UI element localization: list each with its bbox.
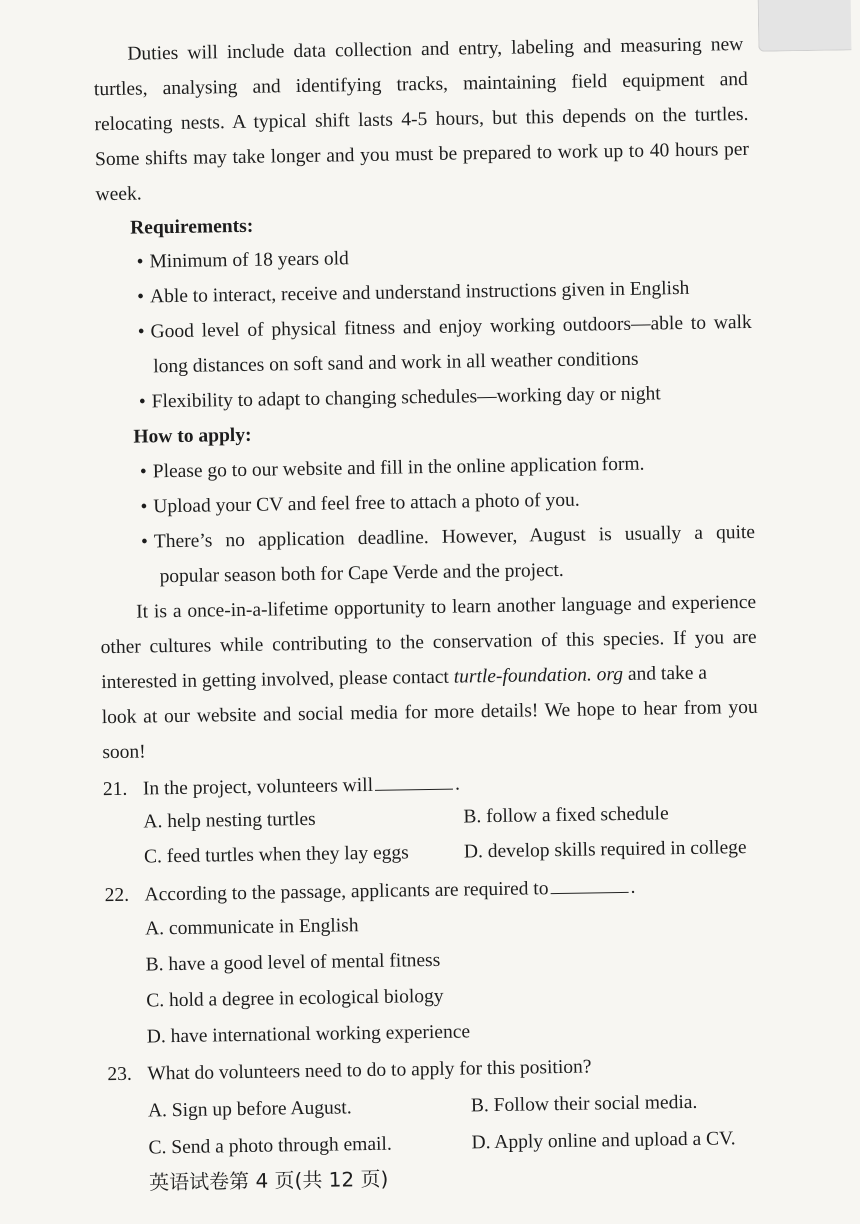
apply-item-continuation: popular season both for Cape Verde and the project. bbox=[159, 559, 564, 588]
contact-link: turtle-foundation. org bbox=[453, 663, 624, 688]
passage-line: week. bbox=[95, 183, 142, 206]
option-a: A. Sign up before August. bbox=[147, 1097, 352, 1122]
apply-item: • Upload your CV and feel free to attach a photo of you. bbox=[140, 489, 579, 520]
question-text-end: . bbox=[630, 876, 636, 898]
requirements-heading: Requirements: bbox=[129, 215, 254, 239]
question-text: In the project, volunteers will bbox=[142, 774, 374, 800]
passage-line: Some shifts may take longer and you must be prepared to work up to 40 hours per bbox=[94, 138, 750, 171]
page-corner-tab bbox=[758, 0, 852, 52]
option-b: B. have a good level of mental fitness bbox=[145, 949, 441, 976]
passage-line: relocating nests. A typical shift lasts 4-5 hours, but this depends on the turtles. bbox=[94, 103, 749, 136]
passage-text: and take a bbox=[622, 662, 708, 685]
passage-line bbox=[101, 661, 757, 695]
requirement-item: • Good level of physical fitness and enjoy working outdoors—able to walk bbox=[138, 311, 752, 345]
option-b: B. follow a fixed schedule bbox=[463, 803, 669, 828]
requirement-item: • Minimum of 18 years old bbox=[136, 247, 349, 274]
answer-blank bbox=[375, 771, 453, 791]
apply-item: • There’s no application deadline. However, August is usually a quite bbox=[141, 521, 755, 555]
apply-item: • Please go to our website and fill in the online application form. bbox=[140, 453, 645, 485]
question-stem bbox=[107, 1056, 591, 1088]
answer-blank bbox=[550, 874, 628, 894]
option-a: A. help nesting turtles bbox=[143, 808, 316, 833]
question-number: 21. bbox=[102, 778, 128, 801]
question-text-end: . bbox=[454, 773, 461, 795]
question-stem bbox=[103, 771, 460, 803]
passage-line: other cultures while contributing to the conservation of this species. If you are bbox=[100, 626, 757, 659]
question-text: According to the passage, applicants are required to bbox=[144, 878, 549, 906]
question-text: What do volunteers need to do to apply for this position? bbox=[147, 1056, 592, 1085]
requirement-item: • Able to interact, receive and understand instructions given in English bbox=[137, 277, 689, 310]
question-number: 23. bbox=[107, 1063, 132, 1086]
requirement-item-continuation: long distances on soft sand and work in all weather conditions bbox=[153, 348, 639, 378]
passage-line: turtles, analysing and identifying tracks, maintaining field equipment and bbox=[93, 68, 749, 101]
option-d: D. have international working experience bbox=[146, 1021, 471, 1048]
passage-line: look at our website and social media for more details! We hope to hear from you bbox=[101, 696, 758, 729]
page-footer: 英语试卷第 4 页(共 12 页) bbox=[148, 1166, 389, 1195]
requirement-item: • Flexibility to adapt to changing schedules—working day or night bbox=[139, 382, 661, 414]
apply-heading: How to apply: bbox=[133, 424, 252, 448]
question-number: 22. bbox=[104, 884, 130, 907]
option-c: C. Send a photo through email. bbox=[148, 1133, 392, 1159]
option-c: C. feed turtles when they lay eggs bbox=[143, 842, 409, 868]
option-d: D. develop skills required in college bbox=[463, 837, 747, 863]
option-b: B. Follow their social media. bbox=[470, 1091, 698, 1117]
question-stem bbox=[104, 874, 635, 908]
passage-text: interested in getting involved, please contact bbox=[101, 666, 454, 694]
option-a: A. communicate in English bbox=[144, 915, 359, 940]
passage-line: Duties will include data collection and entry, labeling and measuring new bbox=[127, 34, 744, 65]
passage-line: soon! bbox=[102, 741, 146, 764]
passage-line: It is a once-in-a-lifetime opportunity to learn another language and experience bbox=[135, 591, 757, 623]
option-c: C. hold a degree in ecological biology bbox=[146, 985, 444, 1012]
option-d: D. Apply online and upload a CV. bbox=[471, 1128, 736, 1154]
